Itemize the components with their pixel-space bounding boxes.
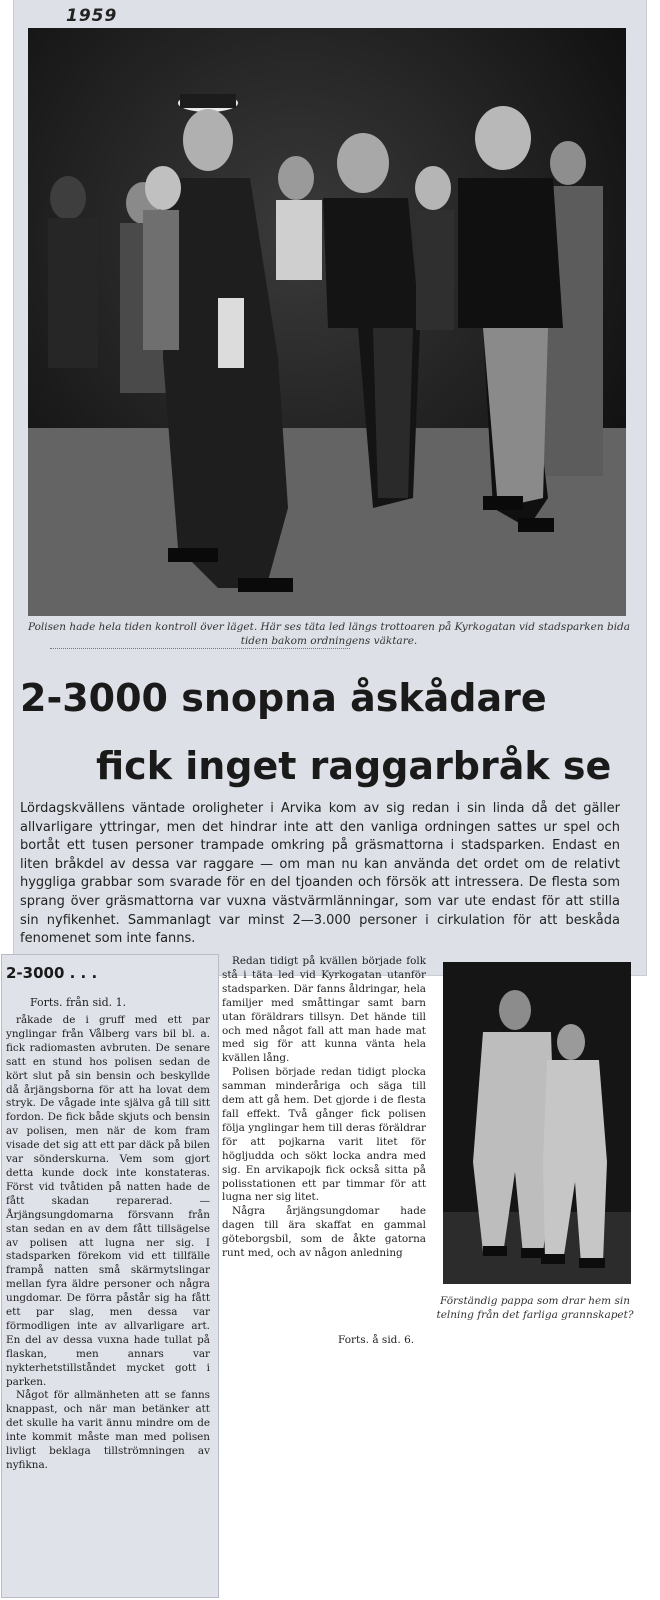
main-photo bbox=[28, 28, 626, 616]
middle-paragraph: Redan tidigt på kvällen började folk stå i täta led vid Kyrkogatan utanför stadsparken. Där fanns åldringar, hela familjer med småttingar samt barn utan föräldrars tillsyn. Det hände till och med något fall att man hade mat med sig för att kunna vänta hela kvällen lång. bbox=[222, 955, 426, 1065]
dotted-divider bbox=[50, 648, 350, 649]
continuation-paragraph: Något för allmänheten att se fanns knappast, och när man betänker att det skulle ha varit ännu mindre om de inte kommit måste man med polisen livligt beklaga tillströmningen av nyfikna. bbox=[6, 1389, 210, 1471]
main-photo-caption: Polisen hade hela tiden kontroll över läget. Här ses täta led längs trottoaren på Kyrkogatan vid stadsparken bida tiden bakom ordningens väktare. bbox=[27, 621, 631, 647]
continuation-title: 2-3000 . . . bbox=[6, 964, 98, 982]
year-handwritten: 1959 bbox=[66, 6, 118, 26]
small-photo-caption: Förständig pappa som drar hem sin telning från det farliga grannskapet? bbox=[436, 1295, 634, 1321]
continuation-from: Forts. från sid. 1. bbox=[30, 996, 127, 1009]
lede-paragraph: Lördagskvällens väntade oroligheter i Arvika kom av sig redan i sin linda då det gäller allvarligare yttringar, men det hindrar inte att den vanliga ordningen sattes ur spel och bortåt ett tusen personer trampade omkring på gräsmattorna i stadsparken. Endast en liten bråkdel av dessa var raggare — om man nu kan använda det ordet om de relativt hyggliga grabbar som svarade för en del tjoanden och försök att intressera. De flesta som sprang över gräsmattorna var vuxna västvärmlänningar, som var ute endast för att stilla sin nyfikenhet. Sammanlagt var minst 2—3.000 personer i cirkulation för att beskåda fenomenet som inte fanns. bbox=[20, 801, 620, 947]
headline-line-1: 2-3000 snopna åskådare bbox=[20, 676, 547, 720]
headline-line-2: fick inget raggarbråk se bbox=[96, 744, 612, 788]
continuation-body bbox=[6, 1014, 210, 1473]
continuation-paragraph: råkade de i gruff med ett par ynglingar från Vålberg vars bil bl. a. fick radiomasten avbruten. De senare satt en stund hos polisen sedan de kört slut på sin bensin och beskyllde då årjängsborna för att ha lovat dem stryk. De vågade inte själva gå till sitt fordon. De fick både skjuts och bensin av polisen, men när de kom fram visade det sig att ett par däck på bilen var sönderskurna. Vem som gjort detta kunde dock inte konstateras. Först vid tvåtiden på natten hade de fått skadan reparerad. — Årjängsungdomarna försvann från stan sedan en av dem fått tillsägelse av polisen att lugna ner sig. I stadsparken förekom vid ett tillfälle frampå natten små skärmytslingar mellan fyra äldre personer och några ungdomar. De förra påstår sig ha fått ett par slag, men dessa var förmodligen inte av allvarligare art. En del av dessa vuxna hade tullat på flaskan, men annars var nykterhetstillståndet mycket gott i parken. bbox=[6, 1014, 210, 1388]
middle-column bbox=[222, 955, 426, 1261]
middle-paragraph: Några årjängsungdomar hade dagen till ära skaffat en gammal göteborgsbil, som de åkte gatorna runt med, och av någon anledning bbox=[222, 1205, 426, 1260]
small-photo bbox=[443, 962, 631, 1284]
continued-on-page: Forts. å sid. 6. bbox=[338, 1334, 415, 1346]
middle-paragraph: Polisen började redan tidigt plocka samman minderåriga och säga till dem att gå hem. Det gjorde i de flesta fall effekt. Två gånger fick polisen följa ynglingar hem till deras föräldrar för att pojkarna varit litet för högljudda och sökt locka andra med sig. En arvikapojk fick också sitta på polisstationen ett par timmar för att lugna ner sig litet. bbox=[222, 1066, 426, 1204]
